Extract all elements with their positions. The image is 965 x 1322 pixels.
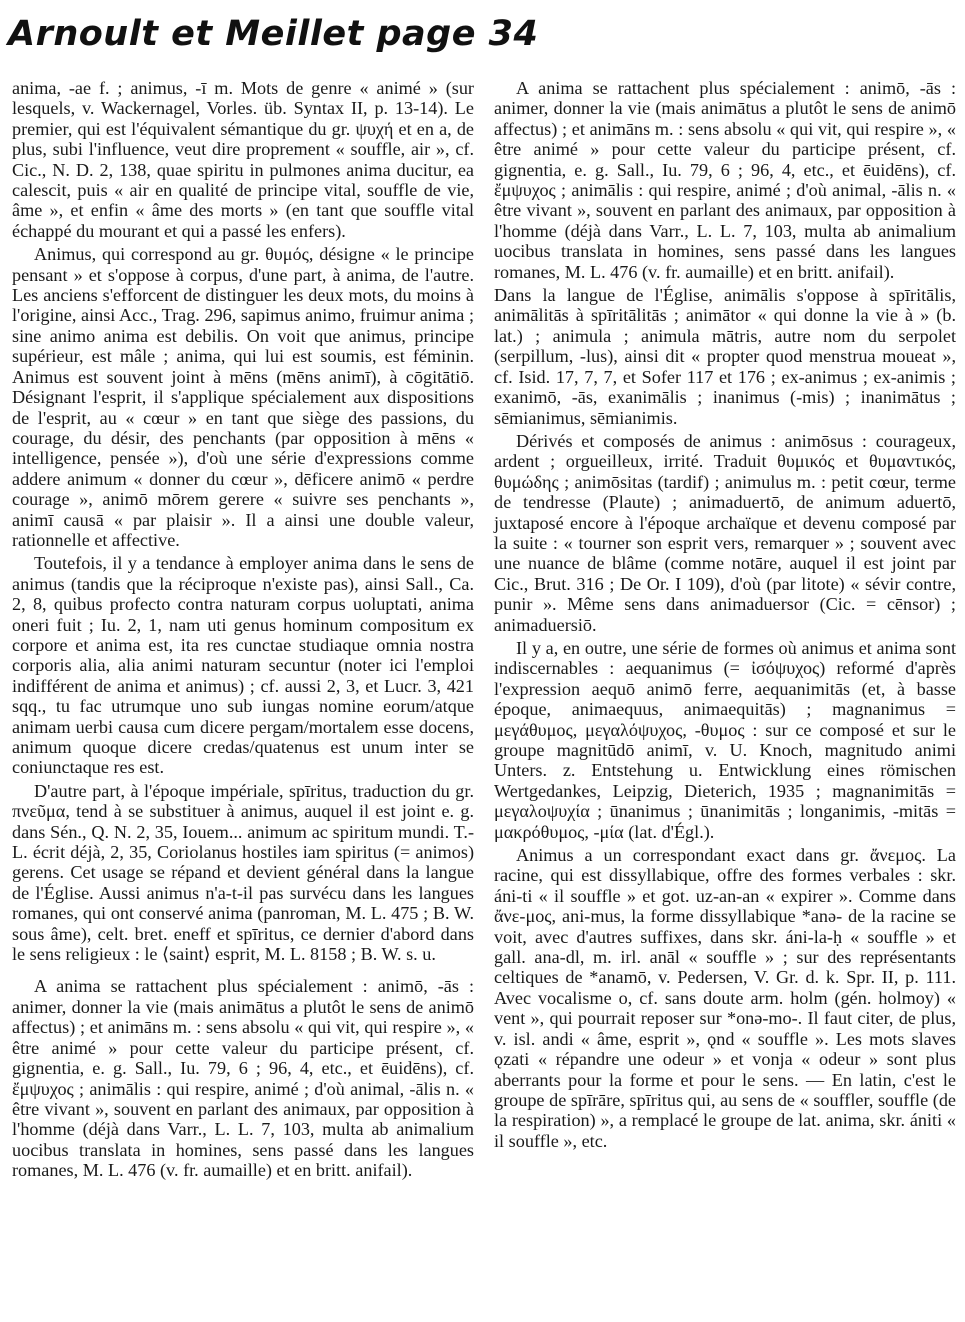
paragraph-derives-anima-repeat: A anima se rattachent plus spécialement : animō, -ās : animer, donner la vie (mais animātus a plutôt le sens de animō affectus) ; et animāns m. : sens absolu « qui vit, qui respire », « être animé » pour cette valeur du participe présent, cf. gignentia, e. g. Sall., Iu. 79, 6 ; 96, 4, etc., et ēuidēns), cf. ἔμψυχος ; animālis : qui respire, animé ; d'où animal, -ālis n. « être vivant », souvent en parlant des animaux, par opposition à l'homme (déjà dans Varr., L. L. 7, 103, multa ab animalium uocibus translata in homines, sens passé dans les langues romanes, M. L. 476 (v. fr. aumaille) et en britt. anifail). bbox=[494, 78, 956, 282]
paragraph-animus: Animus, qui correspond au gr. θυμός, désigne « le principe pensant » et s'oppose à corpus, d'une part, à anima, de l'autre. Les anciens s'efforcent de distinguer les deux mots, du moins à l'origine, ainsi Acc., Trag. 296, sapimus animo, fruimur anima ; sine animo anima est debilis. On voit que animus, principe supérieur, est mâle ; anima, qui lui est soumis, est féminin. Animus est souvent joint à mēns (mēns animī), à cōgitātiō. Désignant l'esprit, il s'applique spécialement aux dispositions de l'esprit, au « cœur » en tant que siège des passions, du courage, du désir, des penchants (par opposition à mēns « intelligence, pensée »), d'où une série d'expressions comme addere animum « donner du cœur », dēficere animō « perdre courage », animō mōrem gerere « suivre ses penchants », animī causā « par plaisir ». Il a ainsi une double valeur, rationnelle et affective. bbox=[12, 244, 474, 550]
paragraph-spiritus: D'autre part, à l'époque impériale, spīritus, traduction du gr. πνεῦμα, tend à se substituer à animus, auquel il est joint e. g. dans Sén., Q. N. 2, 35, Iouem... animum ac spiritum mundi. T.-L. écrit déjà, 2, 35, Coriolanus hostiles iam spiritus (= animos) gerens. Cet usage se répand et devient général dans la langue de l'Église. Aussi animus n'a-t-il pas survécu dans les langues romanes, qui ont conservé anima (panroman, M. L. 475 ; B. W. sous âme), celt. bret. eneff et spīritus, ce dernier d'abord dans le sens religieux : le ⟨saint⟩ esprit, M. L. 8158 ; B. W. s. u. bbox=[12, 780, 474, 965]
paragraph-eglise: Dans la langue de l'Église, animālis s'oppose à spīritālis, animālitās à spīritālitās ; animātor « qui donne la vie à » (b. lat.) ; animula ; animula mātris, autre nom du serpolet (serpillum, -lus), ainsi dit « propter quod menstrua moueat », cf. Isid. 17, 7, 7, et Sofer 117 et 176 ; ex-animus ; ex-animis ; exanimō, -ās, exanimālis ; inanimus (-mis) ; inanimātus ; sēmianimus, sēmianimis. bbox=[494, 285, 956, 428]
paragraph-etymologie: Animus a un correspondant exact dans gr. ἄνεμος. La racine, qui est dissyllabique, offre des formes verbales : skr. áni-ti « il souffle » et got. uz-an-an « expirer ». Comme dans ἄνε-μος, ani-mus, la forme dissyllabique *anə- de la racine se voit, avec d'autres suffixes, dans skr. áni-la-ḥ « souffle » et gall. ana-dl, m. irl. anāl « souffle » ; sur des représentants celtiques de *anamō, v. Pedersen, V. Gr. d. k. Spr. II, p. 111. Avec vocalisme o, cf. sans doute arm. holm (gén. holmoy) « vent », qui pourrait reposer sur *onə-mo-. Il faut citer, de plus, v. isl. andi « âme, esprit », ǫnd « souffle ». Les mots slaves ǫzati « répandre une odeur » et vonja « odeur » sont plus aberrants pour la forme et pour le sens. — En latin, c'est le groupe de spīrāre, spīritus qui, au sens de « souffler, souffle (de la respiration) », a remplacé le groupe de lat. anima, skr. ániti « il souffle », etc. bbox=[494, 845, 956, 1151]
paragraph-indiscernables: Il y a, en outre, une série de formes où animus et anima sont indiscernables : aequanimus (= ἰσόψυχος) reformé d'après l'expression aequō animō ferre, aequanimitās (et, à basse époque, animaequus, animaequitās) ; magnanimus = μεγάθυμος, μεγαλόψυχος, -θυμος : sur ce composé et sur le groupe magnitūdō animī, v. U. Knoch, magnitudo animi Unters. z. Entstehung u. Entwicklung eines römischen Wertgedankes, Leipzig, Dieterich, 1935 ; magnanimitās = μεγαλοψυχία ; ūnanimus ; ūnanimitās ; longanimis, -mitās = μακρόθυμος, -μία (lat. d'Égl.). bbox=[494, 637, 956, 842]
paragraph-derives-anima: A anima se rattachent plus spécialement : animō, -ās : animer, donner la vie (mais animātus a plutôt le sens de animō affectus) ; et animāns m. : sens absolu « qui vit, qui respire », « être animé » pour cette valeur du participe présent, cf. gignentia, e. g. Sall., Iu. 79, 6 ; 96, 4, etc., et ēuidēns), cf. ἔμψυχος ; animālis : qui respire, animé ; d'où animal, -ālis n. « être vivant », souvent en parlant des animaux, par opposition à l'homme (déjà dans Varr., L. L. 7, 103, multa ab animalium uocibus translata in homines, sens passé dans les langues romanes, M. L. 476 (v. fr. aumaille) et en britt. anifail). bbox=[12, 976, 474, 1181]
page-title: Arnoult et Meillet page 34 bbox=[8, 14, 539, 54]
paragraph-derives-animus: Dérivés et composés de animus : animōsus : courageux, ardent ; orgueilleux, irrité. Traduit θυμικός et θυμαντικός, θυμώδης ; animōsitas (tardif) ; animulus m. : petit cœur, terme de tendresse (Plaute) ; animaduertō, de animum aduertō, juxtaposé encore à l'époque archaïque et devenu composé par la suite : « tourner son esprit vers, remarquer » ; souvent avec une nuance de blâme (comme notāre, auquel il est joint par Cic., Brut. 316 ; De Or. I 109), d'où (par litote) « sévir contre, punir ». Même sens dans animaduersor (Cic. = cēnsor) ; animaduersiō. bbox=[494, 430, 956, 635]
paragraph-toutefois: Toutefois, il y a tendance à employer anima dans le sens de animus (tandis que la réciproque n'existe pas), ainsi Sall., Ca. 2, 8, quibus profecto contra naturam corpus uoluptati, anima oneri fuit ; Iu. 2, 1, nam uti genus hominum compositum ex corpore et anima est, ita res cunctae studiaque omnia nostra corporis alia, alia animi naturam secuntur (noter ici l'emploi indifférent de anima et animus) ; cf. aussi 2, 3, et Lucr. 3, 421 sqq., tu fac utrumque uno sub iungas nomine eorum/atque animam uerbi causa cum dicere pergam/mortalem esse docens, animum quoque dicere credas/quatenus est unum inter se coniunctaque res est. bbox=[12, 553, 474, 778]
right-column bbox=[494, 78, 956, 1154]
left-column bbox=[12, 78, 474, 1184]
entry-paragraph-anima: anima, -ae f. ; animus, -ī m. Mots de genre « animé » (sur lesquels, v. Wackernagel, Vorles. üb. Syntax II, p. 13-14). Le premier, qui est l'équivalent sémantique du gr. ψυχή et en a, de plus, subi l'influence, veut dire proprement « souffle, air », cf. Cic., N. D. 2, 138, quae spiritu in pulmones anima ducitur, ea calescit, puis « air en qualité de principe vital, souffle de vie, âme », et enfin « âme des morts » (en tant que souffle vital échappé du mourant et qui a passé les enfers). bbox=[12, 78, 474, 241]
